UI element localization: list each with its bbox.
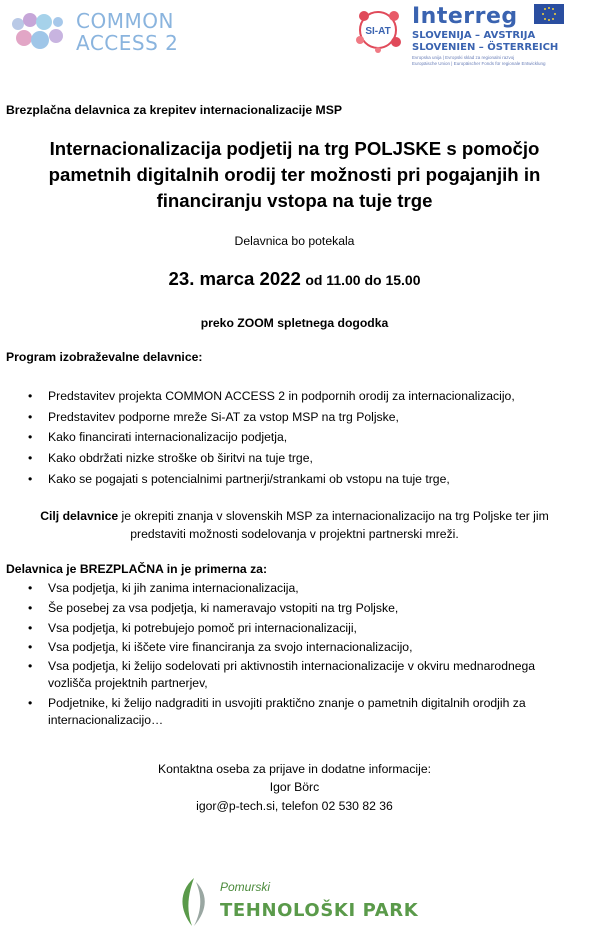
siat-logo-text: SI-AT: [365, 26, 391, 37]
bullet-icon: •: [28, 409, 33, 424]
event-date: [0, 268, 589, 290]
list-item: • Vsa podjetja, ki jih zanima internacionalizacija,: [6, 579, 581, 599]
list-item: • Še posebej za vsa podjetja, ki nameravajo vstopiti na trg Poljske,: [6, 599, 581, 619]
program-list: [6, 386, 581, 490]
bullet-icon: •: [28, 659, 33, 674]
interreg-brand: Interreg: [412, 4, 518, 29]
page-title-text: Internacionalizacija podjetij na trg POLJSKE s pomočjo pametnih digitalnih orodij ter možnosti pri pogajanjih in financiranju vstopa na tuje trge: [48, 138, 541, 211]
audience-list: [6, 579, 581, 729]
bullet-icon: •: [28, 389, 33, 403]
list-item: • Vsa podjetja, ki želijo sodelovati pri aktivnostih internacionalizacije v okviru mednarodnega vozlišča projektnih partnerjev,: [28, 659, 536, 691]
contact-label: Kontaktna oseba za prijave in dodatne informacije:: [157, 762, 432, 776]
eu-flag-icon: [534, 4, 564, 24]
event-day: 23. marca 2022: [168, 268, 301, 289]
bullet-icon: •: [28, 430, 33, 445]
leaf-icon: [172, 876, 216, 928]
bullet-icon: •: [28, 451, 33, 466]
list-item: • Podjetnike, ki želijo nadgraditi in usvojiti praktično znanje o pametnih digitalnih orodjih za internacionalizacijo…: [28, 696, 526, 728]
ptp-logo: [172, 876, 432, 928]
list-item: • Predstavitev podporne mreže Si-AT za vstop MSP na trg Poljske,: [6, 407, 581, 428]
page-title: [0, 136, 589, 214]
audience-heading: Delavnica je BREZPLAČNA in je primerna za:: [6, 562, 267, 576]
ptp-logo-line1: Pomurski: [220, 880, 271, 894]
list-item: • Vsa podjetja, ki iščete vire financiranja za svojo internacionalizacijo,: [6, 638, 581, 658]
interreg-program: SLOVENIJA – AVSTRIJA SLOVENIEN – ÖSTERREICH: [412, 30, 559, 53]
goal-paragraph: [0, 507, 589, 543]
list-item: • Vsa podjetja, ki potrebujejo pomoč pri internacionalizaciji,: [6, 619, 581, 639]
event-time: od 11.00 do 15.00: [305, 272, 421, 288]
program-heading: Program izobraževalne delavnice:: [6, 350, 203, 364]
interreg-logo: [350, 4, 582, 68]
bullet-icon: •: [28, 471, 33, 486]
kicker-text: Brezplačna delavnica za krepitev internacionalizacije MSP: [6, 103, 342, 117]
bullet-icon: •: [28, 640, 33, 655]
bullet-icon: •: [28, 620, 33, 635]
common-access-logo: [8, 8, 208, 56]
list-item: • Kako obdržati nizke stroške ob širitvi na tuje trge,: [6, 448, 581, 469]
contact-name: Igor Börc: [269, 780, 320, 795]
free-badge: BREZPLAČNA: [79, 562, 164, 576]
list-item: • Kako se pogajati s potencialnimi partnerji/strankami ob vstopu na tuje trge,: [6, 469, 581, 490]
contact-details: igor@p-tech.si, telefon 02 530 82 36: [196, 798, 393, 813]
ptp-logo-line2: TEHNOLOŠKI PARK: [220, 900, 419, 921]
bullet-icon: •: [28, 581, 33, 595]
common-access-logo-icon: [8, 10, 72, 54]
event-platform: preko ZOOM spletnega dogodka: [200, 316, 389, 330]
bullet-icon: •: [28, 696, 33, 711]
held-text: Delavnica bo potekala: [234, 234, 355, 248]
interreg-fine-print: Evropska unija | Evropski sklad za regionalni razvoj Europäische Union | Europäischer Fonds für regionale Entwicklung: [412, 55, 546, 66]
siat-logo-icon: [350, 6, 406, 54]
list-item: • Kako financirati internacionalizacijo podjetja,: [6, 427, 581, 448]
goal-text: je okrepiti znanja v slovenskih MSP za internacionalizacijo na trg Poljske ter jim predstaviti možnosti sodelovanja v projektni partnerski mreži.: [118, 509, 549, 541]
common-access-logo-text: COMMON ACCESS 2: [76, 9, 179, 55]
contact-block: [0, 760, 589, 815]
list-item: • Predstavitev projekta COMMON ACCESS 2 in podpornih orodij za internacionalizacijo,: [6, 386, 581, 407]
goal-label: Cilj delavnice: [40, 509, 119, 523]
bullet-icon: •: [28, 600, 33, 615]
